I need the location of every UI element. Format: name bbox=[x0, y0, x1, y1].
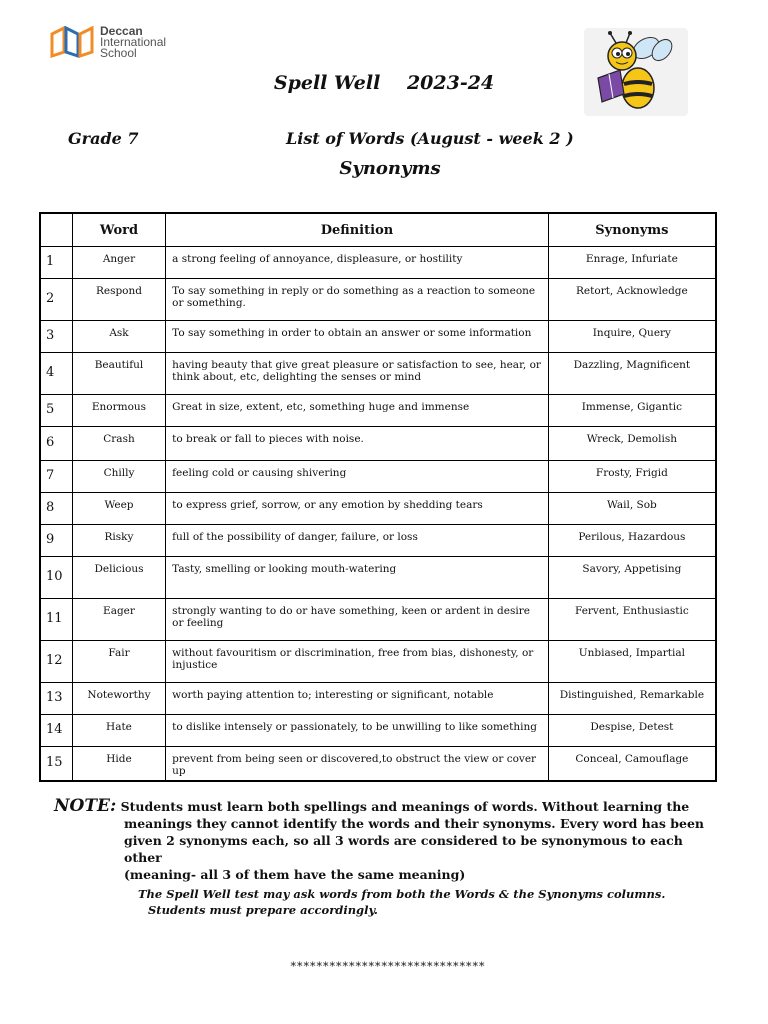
test-note-line-2: Students must prepare accordingly. bbox=[148, 903, 378, 917]
note-line-1: Students must learn both spellings and meanings of words. Without learning the bbox=[120, 799, 690, 814]
page-title bbox=[0, 72, 768, 94]
row-definition: To say something in order to obtain an answer or some information bbox=[166, 321, 549, 353]
row-number: 5 bbox=[40, 395, 72, 427]
row-definition: without favouritism or discrimination, free from bias, dishonesty, or injustice bbox=[166, 641, 549, 683]
note-line-2: meanings they cannot identify the words and their synonyms. Every word has been bbox=[124, 816, 704, 831]
note-line-4: (meaning- all 3 of them have the same meaning) bbox=[124, 867, 466, 882]
note-line-3: given 2 synonyms each, so all 3 words are considered to be synonymous to each other bbox=[124, 833, 683, 865]
table-row bbox=[40, 641, 716, 683]
footer-stars: ****************************** bbox=[290, 960, 486, 973]
row-synonyms: Inquire, Query bbox=[548, 321, 716, 353]
row-word: Beautiful bbox=[72, 353, 165, 395]
row-synonyms: Perilous, Hazardous bbox=[548, 525, 716, 557]
row-word: Noteworthy bbox=[72, 683, 165, 715]
row-word: Risky bbox=[72, 525, 165, 557]
row-number: 8 bbox=[40, 493, 72, 525]
table-row bbox=[40, 747, 716, 781]
note-label: NOTE: bbox=[54, 796, 117, 816]
row-synonyms: Savory, Appetising bbox=[548, 557, 716, 599]
title-year: 2023-24 bbox=[406, 72, 495, 94]
table-row bbox=[40, 557, 716, 599]
row-definition: feeling cold or causing shivering bbox=[166, 461, 549, 493]
header-synonyms: Synonyms bbox=[548, 213, 716, 247]
table-row bbox=[40, 353, 716, 395]
test-note-line-1: The Spell Well test may ask words from both the Words & the Synonyms columns. bbox=[138, 887, 666, 901]
row-definition: to express grief, sorrow, or any emotion by shedding tears bbox=[166, 493, 549, 525]
table-header-row bbox=[40, 213, 716, 247]
table-row bbox=[40, 427, 716, 461]
row-word: Weep bbox=[72, 493, 165, 525]
row-word: Fair bbox=[72, 641, 165, 683]
row-word: Ask bbox=[72, 321, 165, 353]
row-definition: Great in size, extent, etc, something huge and immense bbox=[166, 395, 549, 427]
row-number: 1 bbox=[40, 247, 72, 279]
table-row bbox=[40, 395, 716, 427]
row-word: Hide bbox=[72, 747, 165, 781]
row-word: Hate bbox=[72, 715, 165, 747]
logo-line-1: Deccan bbox=[100, 24, 143, 38]
row-word: Chilly bbox=[72, 461, 165, 493]
row-word: Crash bbox=[72, 427, 165, 461]
title-main: Spell Well bbox=[273, 72, 381, 94]
header-definition: Definition bbox=[166, 213, 549, 247]
row-definition: strongly wanting to do or have something, keen or ardent in desire or feeling bbox=[166, 599, 549, 641]
test-note bbox=[138, 886, 665, 918]
row-synonyms: Dazzling, Magnificent bbox=[548, 353, 716, 395]
row-word: Eager bbox=[72, 599, 165, 641]
row-definition: having beauty that give great pleasure or satisfaction to see, hear, or think about, etc, delighting the senses or mind bbox=[166, 353, 549, 395]
row-synonyms: Wail, Sob bbox=[548, 493, 716, 525]
grade-label: Grade 7 bbox=[68, 129, 139, 148]
row-number: 10 bbox=[40, 557, 72, 599]
table-row bbox=[40, 279, 716, 321]
table-row bbox=[40, 599, 716, 641]
row-definition: to break or fall to pieces with noise. bbox=[166, 427, 549, 461]
row-number: 9 bbox=[40, 525, 72, 557]
row-synonyms: Distinguished, Remarkable bbox=[548, 683, 716, 715]
header-word: Word bbox=[72, 213, 165, 247]
table-row bbox=[40, 461, 716, 493]
row-synonyms: Enrage, Infuriate bbox=[548, 247, 716, 279]
note-block bbox=[54, 798, 714, 883]
table-row bbox=[40, 715, 716, 747]
row-word: Anger bbox=[72, 247, 165, 279]
table-row bbox=[40, 493, 716, 525]
row-number: 12 bbox=[40, 641, 72, 683]
row-number: 6 bbox=[40, 427, 72, 461]
row-number: 15 bbox=[40, 747, 72, 781]
list-title: List of Words (August - week 2 ) bbox=[286, 129, 574, 148]
section-title: Synonyms bbox=[339, 158, 441, 179]
row-synonyms: Fervent, Enthusiastic bbox=[548, 599, 716, 641]
school-logo bbox=[50, 24, 180, 64]
words-table bbox=[39, 212, 717, 782]
row-synonyms: Frosty, Frigid bbox=[548, 461, 716, 493]
row-number: 13 bbox=[40, 683, 72, 715]
row-synonyms: Conceal, Camouflage bbox=[548, 747, 716, 781]
header-number bbox=[40, 213, 72, 247]
row-number: 2 bbox=[40, 279, 72, 321]
row-synonyms: Immense, Gigantic bbox=[548, 395, 716, 427]
row-word: Delicious bbox=[72, 557, 165, 599]
row-word: Respond bbox=[72, 279, 165, 321]
table-row bbox=[40, 247, 716, 279]
row-synonyms: Wreck, Demolish bbox=[548, 427, 716, 461]
logo-text bbox=[100, 26, 166, 59]
row-definition: prevent from being seen or discovered,to obstruct the view or cover up bbox=[166, 747, 549, 781]
table-row bbox=[40, 525, 716, 557]
row-number: 14 bbox=[40, 715, 72, 747]
row-synonyms: Retort, Acknowledge bbox=[548, 279, 716, 321]
row-definition: To say something in reply or do something as a reaction to someone or something. bbox=[166, 279, 549, 321]
row-number: 4 bbox=[40, 353, 72, 395]
row-definition: Tasty, smelling or looking mouth-watering bbox=[166, 557, 549, 599]
row-definition: full of the possibility of danger, failure, or loss bbox=[166, 525, 549, 557]
logo-line-3: School bbox=[100, 46, 137, 60]
row-definition: worth paying attention to; interesting or significant, notable bbox=[166, 683, 549, 715]
row-definition: a strong feeling of annoyance, displeasure, or hostility bbox=[166, 247, 549, 279]
deccan-logo-icon bbox=[50, 26, 96, 58]
row-number: 7 bbox=[40, 461, 72, 493]
logo-line-2: International bbox=[100, 35, 167, 49]
table-row bbox=[40, 683, 716, 715]
row-number: 3 bbox=[40, 321, 72, 353]
row-number: 11 bbox=[40, 599, 72, 641]
row-synonyms: Unbiased, Impartial bbox=[548, 641, 716, 683]
row-synonyms: Despise, Detest bbox=[548, 715, 716, 747]
table-row bbox=[40, 321, 716, 353]
row-definition: to dislike intensely or passionately, to be unwilling to like something bbox=[166, 715, 549, 747]
row-word: Enormous bbox=[72, 395, 165, 427]
